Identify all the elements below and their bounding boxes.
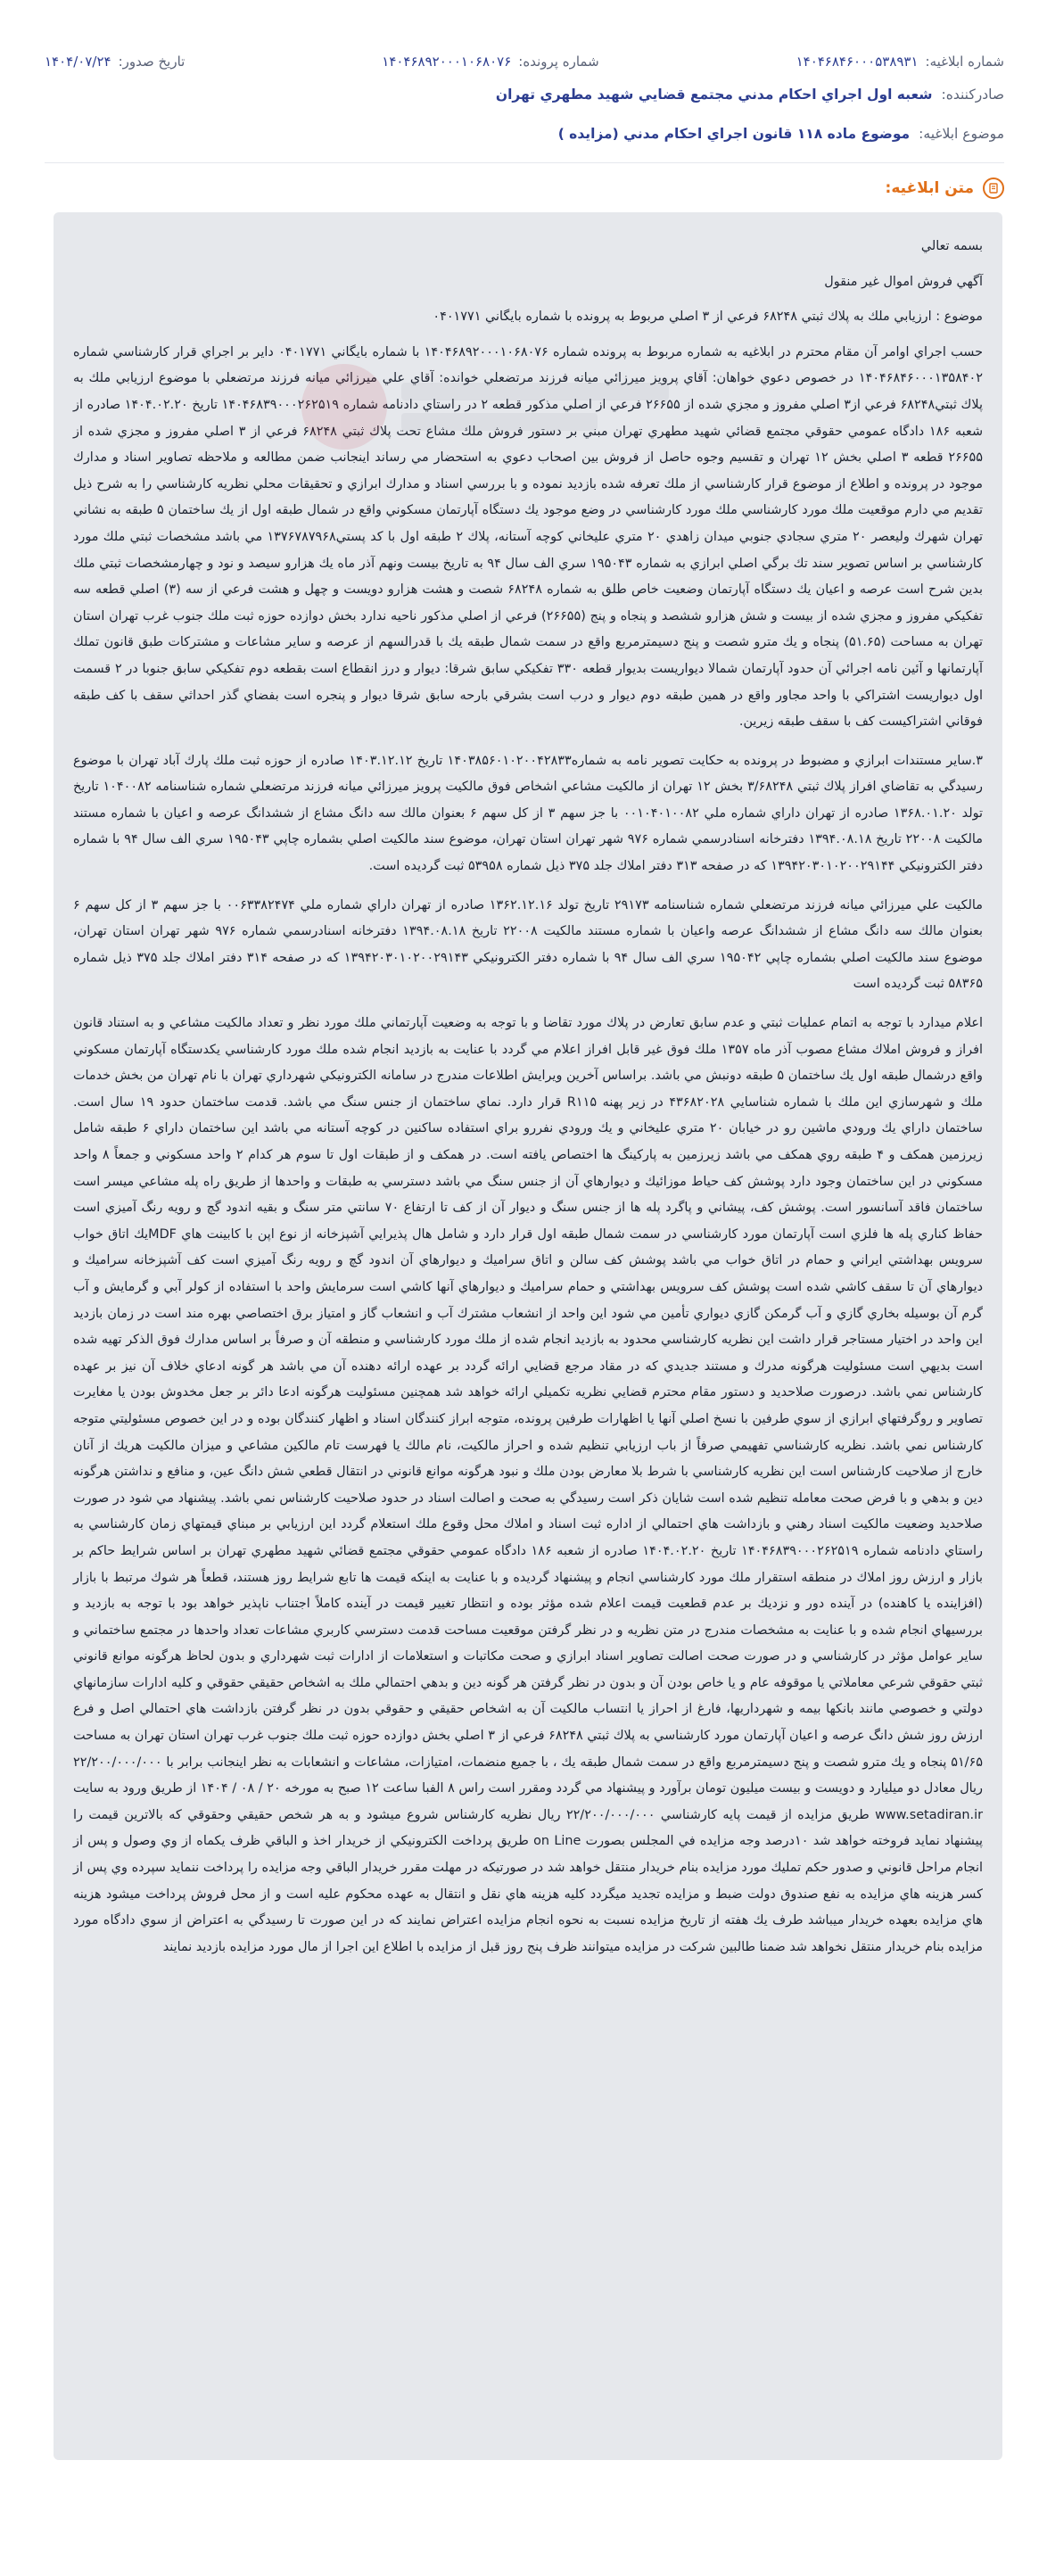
sender-row bbox=[45, 87, 1004, 103]
notice-text-header bbox=[886, 178, 1004, 199]
notice-paragraph-2: ۳.ساير مستندات ابرازي و مضبوط در پرونده به حكايت تصوير نامه به شماره۱۴۰۳۸۵۶۰۱۰۲۰۰۴۲۸۳۳ تاريخ ۱۴۰۳.۱۲.۱۲ صادره از حوزه ثبت ملك پارك آباد تهران با موضوع رسيدگي به تقاضاي افراز پلاك ثبتي ۳/۶۸۲۴۸ بخش ۱۲ تهران از مالكيت مشاعي اشخاص فوق مالكيت پرويز ميرزائي ميانه فرزند مرتضعلي شماره شناسنامه ۱۰۴۰۰۸۲ تاريخ تولد ۱۳۶۸.۰۱.۲۰ صادره از تهران داراي شماره ملي ۰۰۱۰۴۰۱۰۰۸۲ با جز سهم ۳ از كل سهم ۶ بعنوان مالك سه دانگ مشاع از ششدانگ عرصه و اعيان با شماره مستند مالكيت ۲۲۰۰۸ تاريخ ۱۳۹۴.۰۸.۱۸ دفترخانه اسنادرسمي شماره ۹۷۶ شهر تهران استان تهران، موضوع سند مالكيت اصلي بشماره چاپي ۱۹۵۰۴۳ سري الف سال ۹۴ با شماره دفتر الكترونيكي ۱۳۹۴۲۰۳۰۱۰۲۰۰۲۹۱۴۴ كه در صفحه ۳۱۳ دفتر املاك جلد ۳۷۵ ذيل شماره ۵۳۹۵۸ ثبت گرديده است. bbox=[73, 753, 984, 874]
issue-date bbox=[45, 54, 185, 70]
notice-heading-3: موضوع : ارزيابي ملك به پلاك ثبتي ۶۸۲۴۸ فرعي از ۳ اصلي مربوط به پرونده با شماره بايگاني ۰۴۰۱۷۷۱ bbox=[433, 310, 983, 325]
case-number-label: شماره پرونده: bbox=[518, 54, 599, 70]
notice-heading-2: آگهي فروش اموال غير منقول bbox=[824, 274, 983, 289]
notice-paragraph-1: حسب اجراي اوامر آن مقام محترم در ابلاغيه به شماره مربوط به پرونده شماره ۱۴۰۴۶۸۹۲۰۰۰۱۰۶۸۰۷۶ با شماره بايگاني ۰۴۰۱۷۷۱ داير بر اجراي قرار كارشناسي شماره ۱۴۰۴۶۸۴۶۰۰۰۱۳۵۸۴۰۲ در خصوص دعوي خواهان: آقاي پرويز ميرزائي ميانه فرزند مرتضعلي خوانده: آقاي علي ميرزائي ميانه فرزند مرتضعلي با موضوع ارزيابي ملك به پلاك ثبتي۶۸۲۴۸ فرعي از۳ اصلي مفروز و مجزي شده از ۲۶۶۵۵ فرعي از اصلي مذكور قطعه ۲ در راستاي دادنامه شماره ۱۴۰۴۶۸۳۹۰۰۰۲۶۲۵۱۹ تاريخ ۱۴۰۴.۰۲.۲۰ صادره از شعبه ۱۸۶ دادگاه عمومي حقوقي مجتمع قضائي شهيد مطهري تهران مبني بر دستور فروش ملك مشاع تحت پلاك ثبتي ۶۸۲۴۸ فرعي از ۳ اصلي مفروز و مجزي شده از ۲۶۶۵۵ قطعه ۳ اصلي بخش ۱۲ تهران و تقسيم وجوه حاصل از فروش بين اصحاب دعوي به استحضار مي رساند اينجانب ضمن مطالعه و ملاحظه تصاوير اسناد و مدارك موجود در پرونده و اطلاع از موضوع قرار كارشناسي از ملك تعرفه شده بازديد نموده و با بررسي اسناد و مدارك ابرازي و تحقيقات محلي نظريه كارشناسي را به شرح ذيل تقديم مي دارم موقعيت ملك مورد كارشناسي ملك مورد كارشناسي در وضع موجود يك دستگاه آپارتمان مسكوني واقع در شمال طبقه اول از يك ساختمان ۵ طبقه به نشاني تهران شهرك وليعصر ۲۰ متري سجادي جنوبي ميدان زاهدي ۲۰ متري عليخاني كوچه آستانه، پلاك ۲ طبقه اول با كد پستي۱۳۷۶۷۸۷۹۶۸ مي باشد مشخصات ثبتي ملك مورد كارشناسي بر اساس تصوير سند تك برگي اصلي ابرازي به شماره ۱۹۵۰۴۳ سري الف سال ۹۴ به تاريخ بيست ونهم آذر ماه يك هزارو سيصد و نود و چهارمشخصات ثبتي ملك بدين شرح است عرصه و اعيان يك دستگاه آپارتمان وضعيت خاص طلق به شماره ۶۸۲۴۸ شصت و هشت هزارو دويست و چهل و هشت فرعي از سه (۳) اصلي قطعه سه تفكيكي مفروز و مجزي شده از بيست و شش هزارو ششصد و پنجاه و پنج (۲۶۶۵۵) فرعي از اصلي مذكور ناحيه ندارد بخش دوازده حوزه ثبت ملك جنوب غرب تهران استان تهران به مساحت (۵۱.۶۵) پنجاه و يك مترو شصت و پنج دسيمترمربع واقع در سمت شمال طبقه يك با قدرالسهم از عرصه و ساير مشاعات و مشتركات طبق قانون تملك آپارتمانها و آئين نامه اجرائي آن حدود آپارتمان شمالا ديواريست بديوار قطعه ۳۳۰ تفكيكي سابق شرقا: ديوار و درز انقطاع است بقطعه دوم تفكيكي سابق جنوبا در ۲ قسمت اول ديواريست اشتراكي با واحد مجاور واقع در همين طبقه دوم ديوار و درب است بشرقي بارحه سابق شرقا ديوار و پنجره است بفضاي گذر احداثي سقف با كف طبقه فوقاني اشتراكيست كف با سقف طبقه زيرين. bbox=[73, 344, 984, 730]
case-number-value: ۱۴۰۴۶۸۹۲۰۰۰۱۰۶۸۰۷۶ bbox=[382, 54, 512, 70]
issue-date-value: ۱۴۰۴/۰۷/۲۴ bbox=[45, 54, 111, 70]
divider bbox=[45, 162, 1004, 163]
case-number bbox=[382, 54, 598, 70]
document-icon bbox=[983, 178, 1004, 199]
notice-number-value: ۱۴۰۴۶۸۴۶۰۰۰۵۳۸۹۳۱ bbox=[796, 54, 919, 70]
notice-paragraph-3: مالكيت علي ميرزائي ميانه فرزند مرتضعلي شماره شناسنامه ۲۹۱۷۳ تاريخ تولد ۱۳۶۲.۱۲.۱۶ صادره از تهران داراي شماره ملي ۰۰۶۳۳۸۲۴۷۴ با جز سهم ۳ از كل سهم ۶ بعنوان مالك سه دانگ مشاع از ششدانگ عرصه واعيان با شماره مستند مالكيت ۲۲۰۰۸ تاريخ ۱۳۹۴.۰۸.۱۸ دفترخانه اسنادرسمي شماره ۹۷۶ شهر تهران استان تهران، موضوع سند مالكيت اصلي بشماره چاپي ۱۹۵۰۴۲ سري الف سال ۹۴ با شماره دفتر الكترونيكي ۱۳۹۴۲۰۳۰۱۰۲۰۰۲۹۱۴۳ كه در صفحه ۳۱۴ دفتر املاك جلد ۳۷۵ ذيل شماره ۵۸۳۶۵ ثبت گرديده است bbox=[73, 897, 983, 992]
subject-value: موضوع ماده ۱۱۸ قانون اجراي احكام مدني (مزايده ) bbox=[557, 126, 911, 142]
subject-row bbox=[45, 126, 1004, 142]
notice-number-label: شماره ابلاغيه: bbox=[925, 54, 1004, 70]
notice-number bbox=[796, 54, 1004, 70]
notice-meta-row bbox=[45, 48, 1004, 75]
notice-text-title: متن ابلاغيه: bbox=[885, 179, 974, 197]
subject-label: موضوع ابلاغيه: bbox=[919, 126, 1004, 142]
notice-heading-1: بسمه تعالي bbox=[920, 239, 983, 253]
sender-value: شعبه اول اجراي احكام مدني مجتمع قضايي شهيد مطهري تهران bbox=[495, 87, 933, 103]
notice-body bbox=[54, 212, 1002, 2460]
notice-paragraph-4: اعلام ميدارد با توجه به اتمام عمليات ثبتي و عدم سابق تعارض در پلاك مورد تقاضا و با توجه به وضعيت آپارتماني ملك مورد نظر و تعداد مالكيت مشاعي و به استناد قانون افراز و فروش املاك مشاع مصوب آذر ماه ۱۳۵۷ ملك فوق غير قابل افراز اعلام مي گردد با عنايت به بازديد انجام شده ملك مورد كارشناسي يكدستگاه آپارتمان مسكوني واقع درشمال طبقه اول يك ساختمان ۵ طبقه دونبش مي باشد. براساس آخرين ويرايش اطلاعات مندرج در سامانه الكترونيكي شهرداري تهران با نام تهران من بخش خدمات ملك و شهرسازي اين ملك با شماره شناسايي ۴۳۶۸۲۰۲۸ در زير پهنه R۱۱۵ قرار دارد. نماي ساختمان از جنس سنگ مي باشد. قدمت ساختمان حدود ۱۹ سال است. ساختمان داراي يك ورودي ماشين رو در خيابان ۲۰ متري عليخاني و يك ورودي نفررو براي استفاده ساكنين در كوچه آستانه مي باشد اين ساختمان داراي ۶ طبقه شامل زيرزمين همكف و ۴ طبقه روي همكف مي باشد زيرزمين به پاركينگ ها اختصاص يافته است. در همكف و از طبقات اول تا سوم هر كدام ۲ واحد مسكوني و جمعاً ۸ واحد مسكوني در اين ساختمان وجود دارد پوشش كف حياط موزائيك و ديوارهاي آن از جنس سنگ مي باشد دسترسي به طبقات و واحدها از طريق راه پله مشاعي ميسر است ساختمان فاقد آسانسور است. پوشش كف، پيشاني و پاگرد پله ها از جنس سنگ و ديوار آن از كف تا ارتفاع ۷۰ سانتي متر سنگ و بقيه اندود گچ و رويه رنگ آميزي است حفاظ كناري پله ها فلزي است آپارتمان مورد كارشناسي در سمت شمال طبقه اول قرار دارد و شامل هال پذيرايي آشپزخانه از نوع اپن با كابينت هاي MDFيك اتاق خواب سرويس بهداشتي ايراني و حمام در اتاق خواب مي باشد پوشش كف سالن و اتاق سراميك و ديوارهاي آن اندود گچ و رويه رنگ آميزي است كف آشپزخانه سراميك و ديوارهاي آن تا سقف كاشي شده است پوشش كف سرويس بهداشتي و حمام سراميك و ديوارهاي آنها كاشي است سرمايش واحد با استفاده از كولر آبي و گرمايش و آب گرم آن بوسيله بخاري گازي و آب گرمكن گازي ديواري تأمين مي شود اين واحد از انشعاب مشترك آب و انشعاب گاز و امتياز برق اختصاصي بهره مند است در زمان بازديد اين واحد در اختيار مستاجر قرار داشت اين نظريه كارشناسي محدود به بازديد انجام شده از ملك مورد كارشناسي و منطقه آن و صرفاً بر اساس مدارك فوق الذكر تهيه شده است بديهي است مسئوليت هرگونه مدرك و مستند جديدي كه در مقاد مرجع قضايي ارائه گردد بر عهده ارائه دهنده آن مي باشد هر گونه ادعاي خلاف آن نيز بر عهده كارشناس نمي باشد. درصورت صلاحديد و دستور مقام محترم قضايي نظريه تكميلي ارائه خواهد شد همچنين مسئوليت هرگونه ادعا دائر بر جعل مخدوش بودن يا مغايرت تصاوير و روگرفتهاي ابرازي از سوي طرفين با نسخ اصلي آنها يا اظهارات طرفين پرونده، متوجه ابراز كنندگان اسناد و اظهار كنندگان بوده و در اين خصوص مسئوليتي متوجه كارشناس نمي باشد. نظريه كارشناسي تفهيمي صرفاً از باب ارزيابي تنظيم شده و احراز مالكيت، نام مالك يا فهرست تام مالكين مشاعي و ميزان مالكيت هريك از آنان خارج از صلاحيت كارشناس است اين نظريه كارشناسي با شرط بلا معارض بودن ملك و نبود هرگونه موانع قانوني در انتقال قطعي شش دانگ عين، و منافع و نداشتن هرگونه دين و بدهي و با فرض صحت معامله تنظيم شده است شايان ذكر است رسيدگي به صحت و اصالت اسناد در حدود صلاحيت كارشناس نمي باشد. پيشنهاد مي شود در صورت صلاحديد وضعيت مالكيت اسناد رهني و بازداشت هاي احتمالي از اداره ثبت اسناد و املاك محل وقوع ملك استعلام گردد اين ارزيابي بر مبناي قيمتهاي زمان كارشناسي به راستاي دادنامه شماره ۱۴۰۴۶۸۳۹۰۰۰۲۶۲۵۱۹ تاريخ ۱۴۰۴.۰۲.۲۰ صادره از شعبه ۱۸۶ دادگاه عمومي حقوقي مجتمع قضائي شهيد مطهري تهران بر اساس شرايط حاكم بر بازار و ارزش روز املاك در منطقه استقرار ملك مورد كارشناسي انجام و پيشنهاد گرديده و با عنايت به اينكه قيمت ها تابع شرايط روز هستند، قطعاً هر شوك مرتبط با بازار (افزاينده يا كاهنده) در آينده دور و نزديك بر عدم قطعيت قيمت اعلام شده مؤثر بوده و انتظار تغيير قيمت در آينده كاملاً اجتناب ناپذير خواهد بود با توجه به بازديد و بررسيهاي انجام شده و با عنايت به مشخصات مندرج در متن نظريه و در نظر گرفتن موقعيت مساحت قدمت دسترسي كاربري مشاعات تعداد واحدها در مجتمع ساختماني و ساير عوامل مؤثر در كارشناسي و در صورت صحت اصالت تصاوير اسناد ابرازي و صحت مكاتبات و استعلامات از ادارات ثبت شهرداري و بدون لحاظ هرگونه موانع قانوني ثبتي حقوقي شرعي معاملاتي يا موقوفه عام و يا خاص بودن آن و بدون در نظر گرفتن هر گونه دين و بدهي احتمالي ملك به اشخاص حقيقي حقوقي و كليه ادارات سازمانهاي دولتي و خصوصي مانند بانكها بيمه و شهرداريها، فارغ از احراز يا انتساب مالكيت آن به اشخاص حقيقي و حقوقي بدون در نظر گرفتن بازداشت هاي احتمالي اصل و فرع ارزش روز شش دانگ عرصه و اعيان آپارتمان مورد كارشناسي به پلاك ثبتي ۶۸۲۴۸ فرعي از ۳ اصلي بخش دوازده حوزه ثبت ملك جنوب غرب تهران استان تهران به مساحت ۵۱/۶۵ پنجاه و يك مترو شصت و پنج دسيمترمربع واقع در سمت شمال طبقه يك ، با جميع منضمات، امتيازات، مشاعات و انشعابات به نظر اينجانب برابر با ۲۲/۲۰۰/۰۰۰/۰۰۰ ريال معادل دو ميليارد و دويست و بيست ميليون تومان برآورد و پيشنهاد مي گردد ومقرر است راس ۸ الفبا ساعت ۱۲ صبح به مورخه ۲۰ / ۰۸ / ۱۴۰۴ از طريق ورود به سايت www.setadiran.ir طريق مزايده از قيمت پايه كارشناسي ۲۲/۲۰۰/۰۰۰/۰۰۰ ريال نظريه كارشناس شروع ميشود و به هر شخص حقيقي وحقوقي كه بالاترين قيمت را پيشنهاد نمايد فروخته خواهد شد ۱۰درصد وجه مزايده في المجلس بصورت on Line طريق پرداخت الكترونيكي از خريدار اخذ و الباقي ظرف يكماه از وي وصول و پس از انجام مراحل قانوني و صدور حكم تمليك مورد مزايده بنام خريدار منتقل خواهد شد در صورتيكه در مهلت مقرر خريدار الباقي وجه مزايده را پرداخت ننمايد سپرده وي پس از كسر هزينه هاي مزايده به نفع صندوق دولت ضبط و مزايده تجديد ميگردد كليه هزينه هاي نقل و انتقال به عهده محكوم عليه است و از محل فروش پرداخت ميشود هزينه هاي مزايده بعهده خريدار ميباشد طرف يك هفته از تاريخ مزايده نسبت به نحوه انجام مزايده اعتراض نمايند كه در اين صورت تا رسيدگي به اعتراض از سوي دادگاه مورد مزايده بنام خريدار منتقل نخواهد شد ضمنا طالبين شركت در مزايده ميتوانند ظرف پنج روز قبل از مزايده با اطلاع اين اجرا از مال مورد مزايده بازديد نمايند bbox=[73, 1016, 984, 1954]
issue-date-label: تاريخ صدور: bbox=[118, 54, 185, 70]
sender-label: صادرکننده: bbox=[941, 87, 1004, 103]
